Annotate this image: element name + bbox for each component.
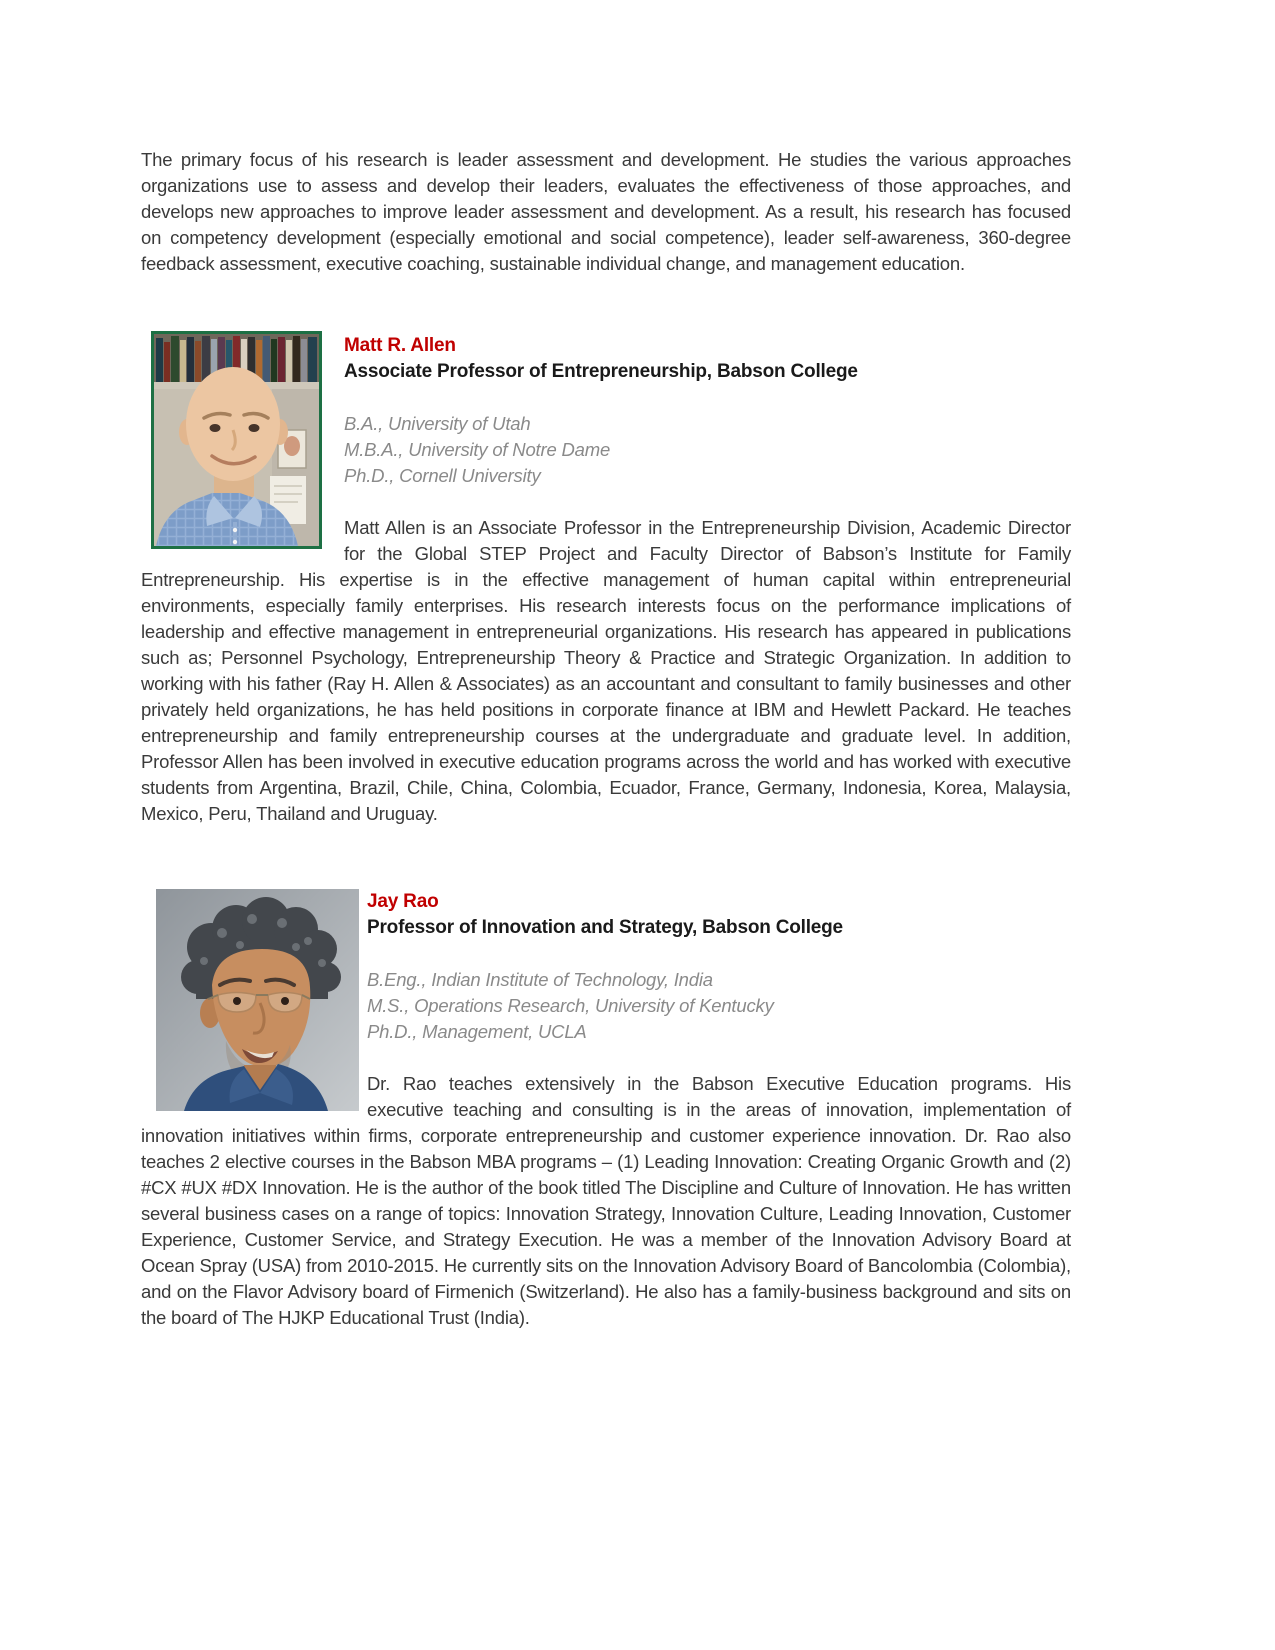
portrait-jay-rao-image [156, 889, 359, 1111]
intro-paragraph: The primary focus of his research is leader assessment and development. He studies the various approaches organizations use to assess and develop their leaders, evaluates the effectiveness of those approaches, and develops new approaches to improve leader assessment and development. As a result, his research has focused on competency development (especially emotional and social competence), leader self-awareness, 360-degree feedback assessment, executive coaching, sustainable individual change, and management education. [141, 149, 1071, 274]
profile-section-jay-rao [141, 889, 1071, 1331]
degree-line: B.A., University of Utah [344, 413, 531, 434]
degree-line: B.Eng., Indian Institute of Technology, India [367, 969, 713, 990]
profile-name: Matt R. Allen [344, 335, 456, 356]
jay-rao-photo [156, 889, 359, 1111]
degree-line: M.S., Operations Research, University of Kentucky [367, 995, 774, 1016]
degree-line: M.B.A., University of Notre Dame [344, 439, 611, 460]
profile-title: Associate Professor of Entrepreneurship, Babson College [344, 361, 858, 382]
degree-line: Ph.D., Management, UCLA [367, 1021, 587, 1042]
degree-line: Ph.D., Cornell University [344, 465, 541, 486]
portrait-matt-allen-image [154, 334, 319, 546]
profile-bio: Matt Allen is an Associate Professor in the Entrepreneurship Division, Academic Director for the Global STEP Project and Faculty Director of Babson’s Institute for Family Entrepreneurship. His expertise is in the effective management of human capital within entrepreneurial environments, especially family enterprises. His research interests focus on the performance implications of leadership and effective management in entrepreneurial organizations. His research has appeared in publications such as; Personnel Psychology, Entrepreneurship Theory & Practice and Strategic Organization. In addition to working with his father (Ray H. Allen & Associates) as an accountant and consultant to family businesses and other privately held organizations, he has held positions in corporate finance at IBM and Hewlett Packard. He teaches entrepreneurship and family entrepreneurship courses at the undergraduate and graduate level. In addition, Professor Allen has been involved in executive education programs across the world and has worked with executive students from Argentina, Brazil, Chile, China, Colombia, Ecuador, France, Germany, Indonesia, Korea, Malaysia, Mexico, Peru, Thailand and Uruguay. [141, 517, 1071, 824]
profile-name: Jay Rao [367, 891, 439, 912]
document-page [141, 147, 1071, 1331]
profile-bio: Dr. Rao teaches extensively in the Babson Executive Education programs. His executive teaching and consulting is in the areas of innovation, implementation of innovation initiatives within firms, corporate entrepreneurship and customer experience innovation. Dr. Rao also teaches 2 elective courses in the Babson MBA programs – (1) Leading Innovation: Creating Organic Growth and (2) #CX #UX #DX Innovation. He is the author of the book titled The Discipline and Culture of Innovation. He has written several business cases on a range of topics: Innovation Strategy, Innovation Culture, Leading Innovation, Customer Experience, Customer Service, and Strategy Execution. He was a member of the Innovation Advisory Board at Ocean Spray (USA) from 2010-2015. He currently sits on the Innovation Advisory Board of Bancolombia (Colombia), and on the Flavor Advisory board of Firmenich (Switzerland). He also has a family-business background and sits on the board of The HJKP Educational Trust (India). [141, 1073, 1071, 1328]
profile-title: Professor of Innovation and Strategy, Babson College [367, 917, 843, 938]
matt-allen-photo [151, 331, 322, 549]
profile-section-matt-allen [141, 333, 1071, 827]
